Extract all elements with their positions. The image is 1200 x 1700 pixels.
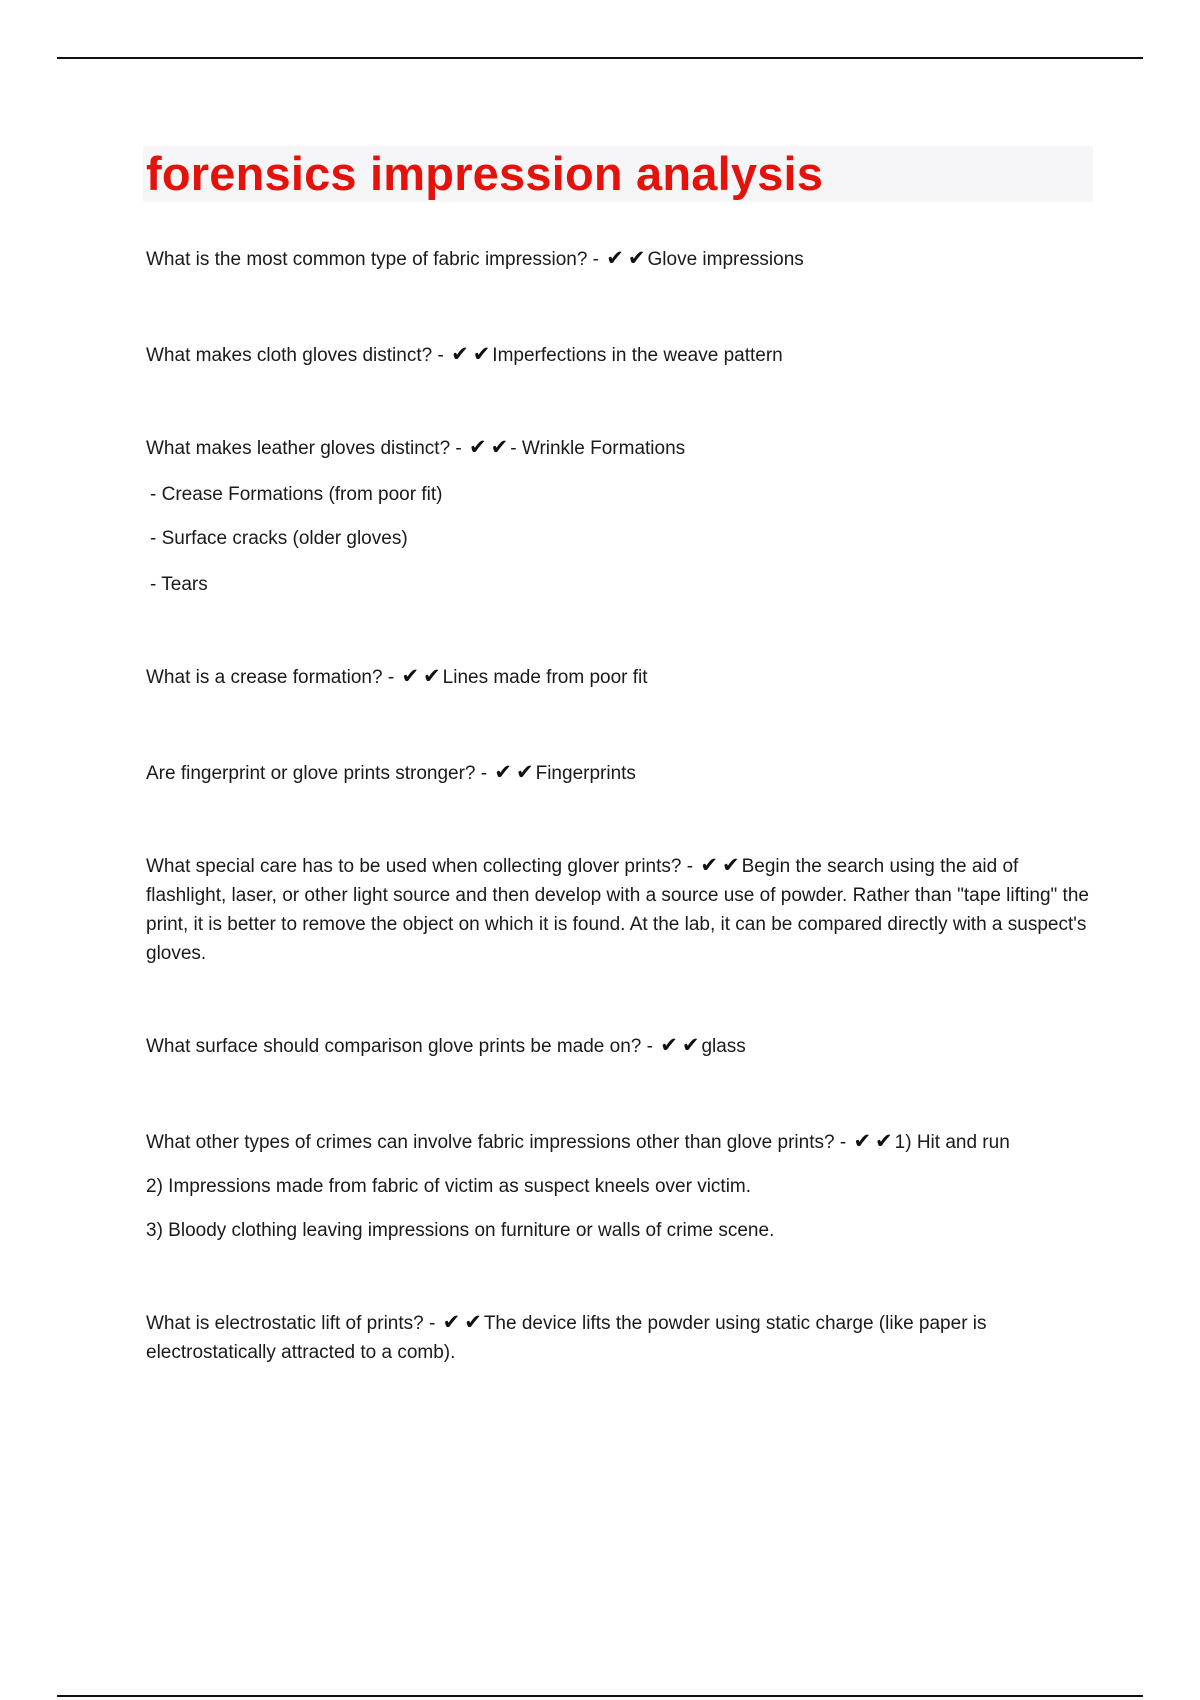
answer-text: Glove impressions [647, 249, 804, 270]
answer-detail: 2) Impressions made from fabric of victim as suspect kneels over victim. [146, 1176, 752, 1197]
answer-text: glass [701, 1036, 746, 1057]
check-icon: ✔ [606, 246, 624, 270]
qa-line [146, 851, 1096, 968]
check-icon: ✔ [627, 246, 646, 270]
answer-text: Begin the search using the aid of flashlight, laser, or other light source and then develop with a source use of powder. Rather than "tape lifting" the print, it is better to remove the object on which it is found. At the lab, it can be compared directly with a suspect's gloves. [146, 856, 1089, 964]
qa-item [146, 1031, 1096, 1061]
qa-item [146, 433, 1096, 599]
check-icon: ✔ [464, 1310, 482, 1334]
question-text: What makes leather gloves distinct? - [146, 438, 462, 459]
qa-line [146, 1031, 1096, 1061]
check-icon: ✔ [875, 1129, 893, 1153]
qa-item [146, 662, 1096, 692]
qa-item [146, 244, 1096, 274]
answer-detail: 3) Bloody clothing leaving impressions on furniture or walls of crime scene. [146, 1220, 775, 1241]
check-icon: ✔ [423, 664, 441, 688]
answer-text: Lines made from poor fit [442, 667, 648, 688]
answer-text: 1) Hit and run [894, 1132, 1010, 1153]
question-text: What is the most common type of fabric impression? - [146, 249, 599, 270]
check-icon: ✔ [451, 342, 469, 366]
check-icon: ✔ [660, 1033, 678, 1057]
qa-item [146, 1127, 1096, 1245]
qa-item [146, 1308, 1096, 1367]
qa-item [146, 340, 1096, 370]
qa-item [146, 851, 1096, 968]
qa-item [146, 758, 1096, 788]
answer-detail: - Surface cracks (older gloves) [150, 528, 408, 549]
check-icon: ✔ [401, 664, 420, 688]
bottom-rule [57, 1695, 1143, 1697]
question-text: What special care has to be used when collecting glover prints? - [146, 856, 694, 877]
top-rule [57, 57, 1143, 59]
answer-text: Fingerprints [535, 763, 636, 784]
answer-text: - Wrinkle Formations [510, 438, 686, 459]
check-icon: ✔ [490, 435, 509, 459]
check-icon: ✔ [700, 853, 718, 877]
question-text: What surface should comparison glove prints be made on? - [146, 1036, 653, 1057]
answer-detail: - Tears [150, 574, 208, 595]
qa-line [146, 758, 1096, 788]
check-icon: ✔ [681, 1033, 700, 1057]
question-text: What is electrostatic lift of prints? - [146, 1313, 436, 1334]
question-text: What is a crease formation? - [146, 667, 395, 688]
answer-text: Imperfections in the weave pattern [492, 345, 783, 366]
question-text: What other types of crimes can involve fabric impressions other than glove prints? - [146, 1132, 847, 1153]
question-text: What makes cloth gloves distinct? - [146, 345, 444, 366]
check-icon: ✔ [472, 342, 491, 366]
answer-detail: - Crease Formations (from poor fit) [150, 484, 443, 505]
answer-text: The device lifts the powder using static charge (like paper is electrostatically attracted to a comb). [146, 1313, 987, 1363]
qa-list [146, 244, 1096, 1367]
check-icon: ✔ [469, 435, 487, 459]
check-icon: ✔ [721, 853, 740, 877]
qa-line [146, 340, 1096, 370]
qa-line [146, 244, 1096, 274]
check-icon: ✔ [516, 760, 534, 784]
qa-line [146, 1308, 1096, 1367]
check-icon: ✔ [442, 1310, 461, 1334]
qa-line [146, 433, 1096, 463]
document-title: forensics impression analysis [146, 147, 824, 200]
check-icon: ✔ [494, 760, 512, 784]
question-text: Are fingerprint or glove prints stronger? - [146, 763, 488, 784]
check-icon: ✔ [853, 1129, 872, 1153]
qa-line [146, 662, 1096, 692]
qa-line [146, 1127, 1096, 1157]
